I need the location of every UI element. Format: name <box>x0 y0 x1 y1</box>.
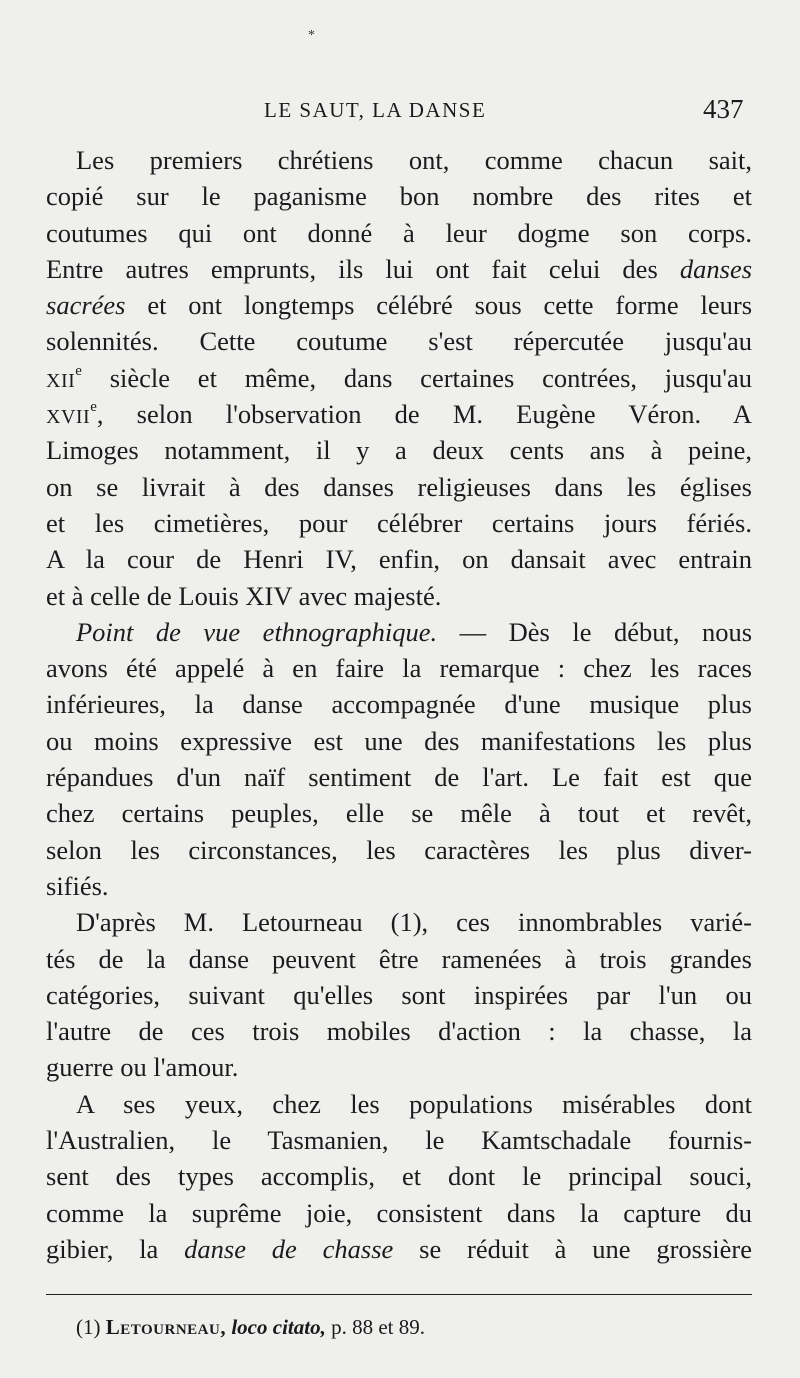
text-line: Limoges notamment, il y a deux cents ans à peine, <box>46 435 752 466</box>
text-segment: et ont longtemps célébré sous cette forme leurs <box>147 290 753 321</box>
text-line: coutumes qui ont donné à leur dogme son corps. <box>46 217 752 248</box>
text-line: l'Australien, le Tasmanien, le Kamtschadale fournis- <box>46 1125 752 1156</box>
text-line: A ses yeux, chez les populations misérables dont <box>76 1088 752 1119</box>
text-segment: , selon l'observation de M. Eugène Véron. A <box>96 399 752 430</box>
footnote-work: loco citato, <box>231 1315 326 1339</box>
text-line <box>46 396 752 432</box>
text-line: sent des types accomplis, et dont le principal souci, <box>46 1161 752 1192</box>
text-line: chez certains peuples, elle se mêle à tout et revêt, <box>46 798 752 829</box>
text-line <box>46 251 752 287</box>
text-line: inférieures, la danse accompagnée d'une musique plus <box>46 689 752 720</box>
text-line <box>46 1231 752 1267</box>
italic-term: sacrées <box>46 290 126 321</box>
text-line: l'autre de ces trois mobiles d'action : la chasse, la <box>46 1016 752 1047</box>
text-segment: — Dès le début, nous <box>459 616 753 647</box>
text-segment: gibier, la <box>46 1233 159 1264</box>
text-line: et les cimetières, pour célébrer certains jours fériés. <box>46 507 752 538</box>
text-line: on se livrait à des danses religieuses dans les églises <box>46 471 752 502</box>
text-line: et à celle de Louis XIV avec majesté. <box>46 580 442 611</box>
page-ornament: * <box>308 28 315 43</box>
italic-term: danse de chasse <box>184 1233 394 1264</box>
ordinal-suffix: e <box>90 399 97 416</box>
footnote-author: Letourneau, <box>105 1315 227 1339</box>
text-line: sifiés. <box>46 870 109 901</box>
text-line: répandues d'un naïf sentiment de l'art. Le fait est que <box>46 762 752 793</box>
text-line: catégories, suivant qu'elles sont inspirées par l'un ou <box>46 979 752 1010</box>
ordinal-suffix: e <box>75 362 82 379</box>
text-line: tés de la danse peuvent être ramenées à trois grandes <box>46 943 752 974</box>
text-segment: Entre autres emprunts, ils lui ont fait celui des <box>46 253 658 284</box>
footnote-marker: (1) <box>76 1315 101 1339</box>
page-number: 437 <box>703 94 744 124</box>
footnote-pages: p. 88 et 89. <box>331 1315 425 1339</box>
running-title: LE SAUT, LA DANSE <box>264 98 487 122</box>
footnote-divider <box>46 1294 752 1295</box>
text-segment: se réduit à une grossière <box>419 1233 752 1264</box>
footnote <box>76 1315 425 1340</box>
century-numeral: XVII <box>46 406 91 429</box>
text-line: comme la suprême joie, consistent dans la capture du <box>46 1197 752 1228</box>
text-line: A la cour de Henri IV, enfin, on dansait avec entrain <box>46 544 752 575</box>
running-header <box>0 94 800 138</box>
text-line: D'après M. Letourneau (1), ces innombrables varié- <box>76 907 752 938</box>
text-line: Les premiers chrétiens ont, comme chacun sait, <box>76 145 752 175</box>
text-line: guerre ou l'amour. <box>46 1052 239 1083</box>
text-line <box>46 360 752 396</box>
text-line <box>46 614 752 650</box>
text-line <box>46 287 752 323</box>
text-line: solennités. Cette coutume s'est répercutée jusqu'au <box>46 326 752 357</box>
text-line: copié sur le paganisme bon nombre des rites et <box>46 181 752 212</box>
text-line: avons été appelé à en faire la remarque : chez les races <box>46 653 752 684</box>
text-line: selon les circonstances, les caractères les plus diver- <box>46 834 752 865</box>
section-heading-italic: Point de vue ethnographique. <box>76 616 438 647</box>
body-text <box>46 142 752 1267</box>
text-segment: siècle et même, dans certaines contrées, jusqu'au <box>109 362 753 393</box>
italic-term: danses <box>679 253 753 284</box>
text-line: ou moins expressive est une des manifestations les plus <box>46 725 752 756</box>
century-numeral: XII <box>46 369 76 392</box>
